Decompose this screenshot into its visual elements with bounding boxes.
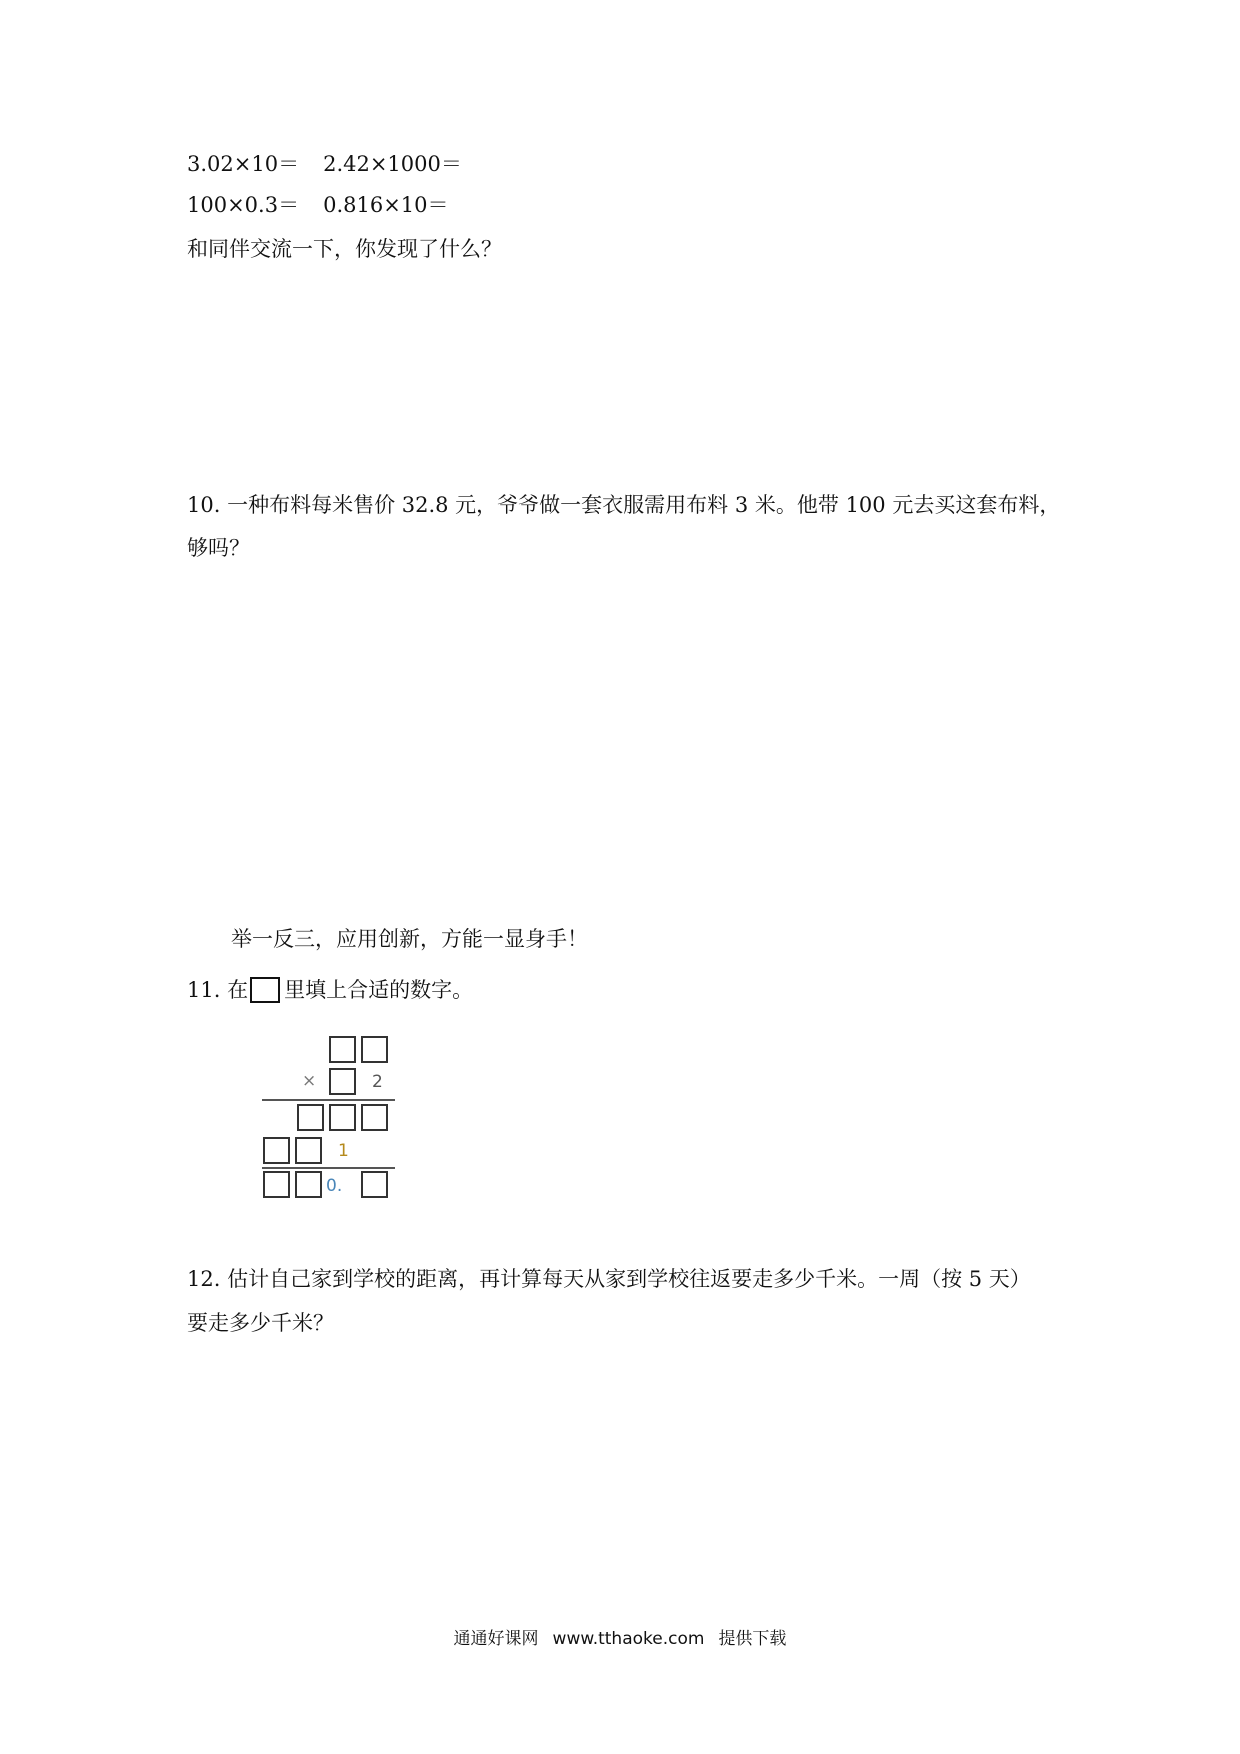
puzzle-blank-cell[interactable] [263, 1171, 290, 1198]
multiplier-digit: 2 [372, 1072, 383, 1092]
question-12-line-1: 12. 估计自己家到学校的距离，再计算每天从家到学校往返要走多少千米。一周（按 5 天） [187, 1267, 1031, 1291]
question-11-prefix: 11. 在 [187, 978, 249, 1002]
partial-digit: 1 [338, 1141, 349, 1161]
answer-box-icon [250, 977, 280, 1003]
puzzle-blank-cell[interactable] [361, 1036, 388, 1063]
question-10-line-2: 够吗？ [187, 536, 250, 560]
puzzle-blank-cell[interactable] [297, 1104, 324, 1131]
multiplication-puzzle [258, 1036, 403, 1206]
calc-row-1 [187, 149, 462, 179]
product-rule-line [262, 1099, 395, 1101]
puzzle-blank-cell[interactable] [263, 1137, 290, 1164]
section-motto: 举一反三，应用创新，方能一显身手！ [231, 927, 588, 951]
times-sign-icon: × [302, 1071, 317, 1091]
question-10-line-1: 10. 一种布料每米售价 32.8 元，爷爷做一套衣服需用布料 3 米。他带 100 元去买这套布料， [187, 493, 1061, 517]
page-footer [0, 1627, 1240, 1651]
calc-expression: 3.02×10＝ [187, 152, 300, 176]
question-11 [187, 975, 473, 1005]
puzzle-blank-cell[interactable] [329, 1068, 356, 1095]
puzzle-blank-cell[interactable] [295, 1137, 322, 1164]
footer-url: www.tthaoke.com [552, 1629, 705, 1649]
question-11-suffix: 里填上合适的数字。 [284, 978, 474, 1002]
calc-row-2 [187, 190, 449, 220]
calc-expression: 2.42×1000＝ [323, 152, 462, 176]
puzzle-blank-cell[interactable] [295, 1171, 322, 1198]
puzzle-blank-cell[interactable] [329, 1036, 356, 1063]
result-decimal-prefix: 0. [326, 1176, 343, 1196]
discussion-question: 和同伴交流一下，你发现了什么？ [187, 237, 502, 261]
puzzle-blank-cell[interactable] [329, 1104, 356, 1131]
footer-site-name: 通通好课网 [453, 1629, 539, 1649]
calc-expression: 0.816×10＝ [323, 193, 449, 217]
calc-expression: 100×0.3＝ [187, 193, 300, 217]
puzzle-blank-cell[interactable] [361, 1171, 388, 1198]
footer-suffix: 提供下载 [718, 1629, 787, 1649]
puzzle-blank-cell[interactable] [361, 1104, 388, 1131]
question-12-line-2: 要走多少千米？ [187, 1311, 334, 1335]
sum-rule-line [262, 1167, 395, 1169]
